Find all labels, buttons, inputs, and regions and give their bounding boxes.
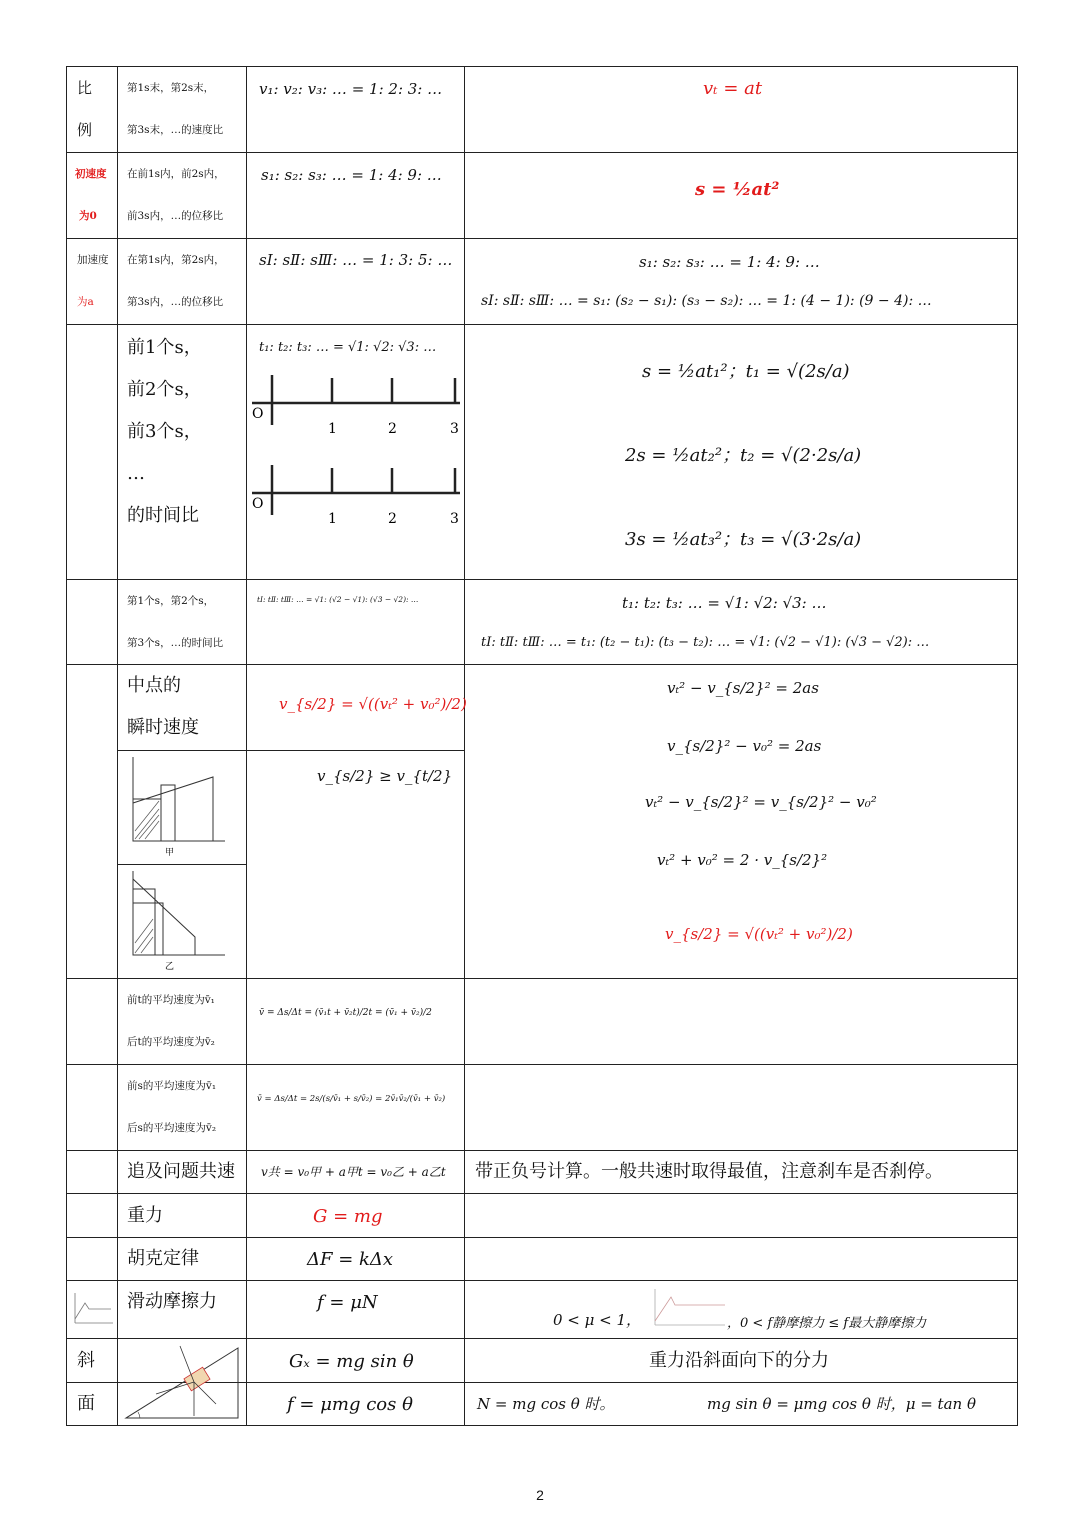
row-desc: 在第1s内，第2s内，	[127, 254, 225, 266]
row-formula: t₁: t₂: t₃: … = √1: √2: √3: …	[259, 340, 437, 355]
time-axis-diagram-1	[250, 373, 460, 443]
row-formula: v_{s/2} = √((vₜ² + v₀²)/2)	[279, 695, 467, 713]
time-eq-3: 3s = ½at₃²；t₃ = √(3·2s/a)	[625, 529, 862, 550]
vt-graph-jia	[125, 755, 243, 859]
table-row	[66, 1237, 1018, 1280]
row-formula: ΔF = kΔx	[307, 1249, 394, 1270]
table-row	[66, 152, 1018, 238]
row-note: 带正负号计算。一般共速时取得最值，注意刹车是否刹停。	[475, 1161, 943, 1182]
section-bili-sub1: 初速度	[75, 168, 107, 180]
section-bili-sub3: 加速度	[77, 254, 109, 266]
midpoint-derivation: vₜ² + v₀² = 2 · v_{s/2}²	[657, 851, 828, 869]
row-desc: 在前1s内，前2s内，	[127, 168, 225, 180]
graph-caption: 乙	[165, 962, 175, 972]
row-desc: 第3个s，…的时间比	[127, 637, 224, 649]
table-row	[66, 664, 1018, 978]
midpoint-derivation: v_{s/2}² − v₀² = 2as	[667, 737, 822, 755]
vt-graph-yi	[125, 869, 243, 973]
page-number: 2	[536, 1487, 544, 1503]
midpoint-derivation: vₜ² − v_{s/2}² = 2as	[667, 679, 819, 697]
axis-origin-label: O	[252, 496, 264, 512]
time-eq-1: s = ½at₁²；t₁ = √(2s/a)	[642, 361, 850, 382]
time-ratio-line: 的时间比	[127, 505, 199, 526]
axis-origin-label: O	[252, 406, 264, 422]
section-bili-char1: 比	[77, 79, 93, 97]
row-formula: tⅠ: tⅡ: tⅢ: … = √1: (√2 − √1): (√3 − √2): …	[257, 595, 419, 604]
row-result: s = ½at²	[695, 179, 780, 200]
row-desc: 第3s末，…的速度比	[127, 124, 224, 136]
table-row	[66, 238, 1018, 324]
row-desc: 第1个s，第2个s，	[127, 595, 215, 607]
table-row	[66, 66, 1018, 152]
row-desc: 后t的平均速度为v̄₂	[127, 1036, 215, 1048]
row-desc: 前t的平均速度为v̄₁	[127, 994, 215, 1006]
time-eq-2: 2s = ½at₂²；t₂ = √(2·2s/a)	[625, 445, 862, 466]
row-label: 胡克定律	[127, 1248, 199, 1269]
friction-relation: ，0 < f静摩擦力 ≤ f最大静摩擦力	[727, 1316, 927, 1331]
row-formula: G = mg	[313, 1206, 383, 1227]
row-label: 重力	[127, 1205, 163, 1226]
axis-tick-label: 2	[388, 511, 397, 527]
graph-caption: 甲	[165, 848, 175, 858]
friction-force-graph	[651, 1287, 727, 1331]
friction-graph-thumbnail	[71, 1289, 115, 1331]
table-row	[66, 579, 1018, 664]
row-note: N = mg cos θ 时。	[477, 1395, 615, 1413]
row-label: 滑动摩擦力	[127, 1291, 217, 1312]
table-row	[66, 1150, 1018, 1193]
axis-tick-label: 3	[450, 421, 459, 437]
formula-table	[66, 66, 1018, 1426]
row-formula: f = μN	[317, 1292, 378, 1313]
row-formula: v̄ = Δs/Δt = 2s/(s/v̄₁ + s/v̄₂) = 2v̄₁v̄₂/(v̄₁ + v̄₂)	[257, 1094, 446, 1104]
time-ratio-line: 前1个s，	[127, 337, 202, 358]
section-xiemian-char1: 斜	[77, 1350, 95, 1371]
incline-diagram	[120, 1342, 242, 1422]
midpoint-derivation: v_{s/2} = √((vₜ² + v₀²)/2)	[665, 925, 853, 943]
time-ratio-line: 前3个s，	[127, 421, 202, 442]
axis-tick-label: 1	[328, 421, 337, 437]
time-ratio-line: 前2个s，	[127, 379, 202, 400]
row-result: vₜ = at	[703, 78, 763, 99]
section-bili-char2: 例	[77, 121, 93, 139]
table-row	[66, 1280, 1018, 1338]
friction-condition: 0 < μ < 1，	[553, 1311, 642, 1329]
row-note: mg sin θ = μmg cos θ 时，μ = tan θ	[707, 1395, 976, 1413]
row-result: sⅠ: sⅡ: sⅢ: … = s₁: (s₂ − s₁): (s₃ − s₂): … = 1: (4 − 1): (9 − 4): …	[481, 293, 932, 309]
section-bili-sub4: 为a	[77, 296, 94, 308]
time-ratio-line: …	[127, 463, 145, 484]
table-row	[66, 1064, 1018, 1150]
midpoint-compare: v_{s/2} ≥ v_{t/2}	[317, 767, 453, 785]
row-formula: v共 = v₀甲 + a甲t = v₀乙 + a乙t	[261, 1165, 446, 1179]
midpoint-label: 瞬时速度	[127, 717, 199, 738]
section-bili-sub2: 为0	[79, 210, 97, 222]
axis-tick-label: 2	[388, 421, 397, 437]
axis-tick-label: 3	[450, 511, 459, 527]
row-desc: 前s的平均速度为v̄₁	[127, 1080, 217, 1092]
row-desc: 第3s内，…的位移比	[127, 296, 224, 308]
midpoint-derivation: vₜ² − v_{s/2}² = v_{s/2}² − v₀²	[645, 793, 877, 811]
table-row	[66, 1193, 1018, 1237]
row-desc: 前3s内，…的位移比	[127, 210, 224, 222]
row-result: tⅠ: tⅡ: tⅢ: … = t₁: (t₂ − t₁): (t₃ − t₂): … = √1: (√2 − √1): (√3 − √2): …	[481, 635, 930, 650]
row-formula: v₁: v₂: v₃: … = 1: 2: 3: …	[259, 80, 443, 98]
table-row	[66, 324, 1018, 579]
time-axis-diagram-2	[250, 463, 460, 533]
row-formula: f = μmg cos θ	[287, 1394, 413, 1415]
row-formula: sⅠ: sⅡ: sⅢ: … = 1: 3: 5: …	[259, 251, 453, 269]
row-note: 重力沿斜面向下的分力	[649, 1350, 829, 1371]
row-result: s₁: s₂: s₃: … = 1: 4: 9: …	[639, 253, 820, 271]
row-desc: 第1s末，第2s末，	[127, 82, 215, 94]
midpoint-label: 中点的	[127, 675, 181, 696]
table-row	[66, 978, 1018, 1064]
row-formula: Gₓ = mg sin θ	[289, 1351, 414, 1372]
row-desc: 后s的平均速度为v̄₂	[127, 1122, 217, 1134]
row-result: t₁: t₂: t₃: … = √1: √2: √3: …	[622, 594, 827, 612]
section-xiemian-char2: 面	[77, 1393, 95, 1414]
row-formula: v̄ = Δs/Δt = (v̄₁t + v̄₂t)/2t = (v̄₁ + v̄₂)/2	[259, 1008, 432, 1018]
axis-tick-label: 1	[328, 511, 337, 527]
row-formula: s₁: s₂: s₃: … = 1: 4: 9: …	[261, 166, 442, 184]
row-label: 追及问题共速	[127, 1161, 235, 1182]
